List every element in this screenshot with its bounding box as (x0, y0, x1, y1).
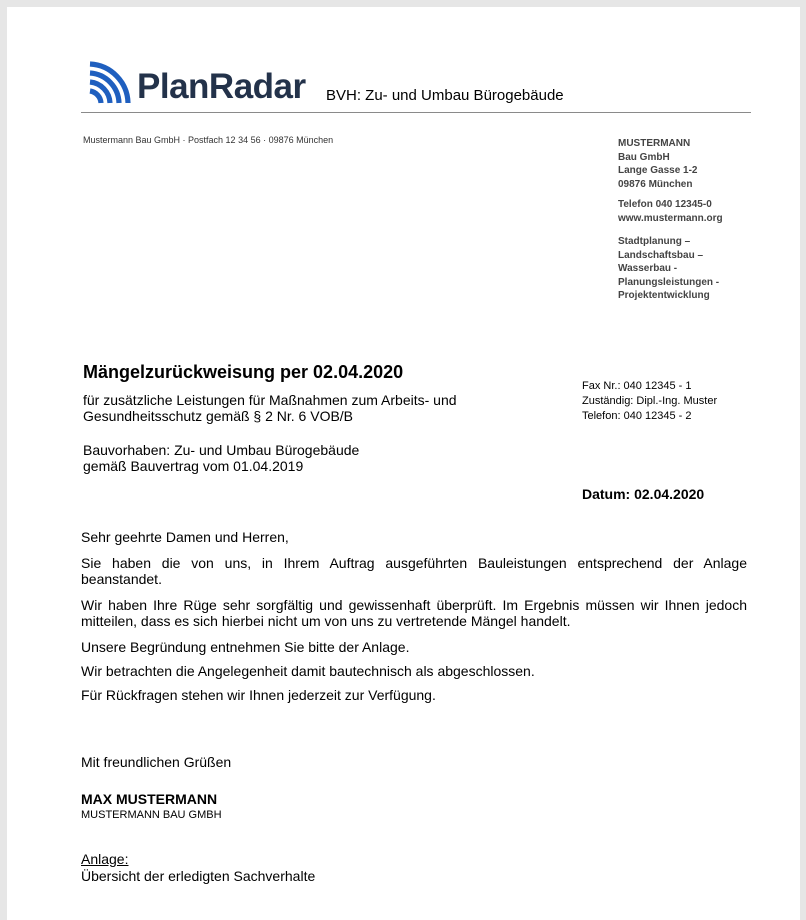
company-address: MUSTERMANN Bau GmbH Lange Gasse 1-2 09876 München (618, 138, 698, 190)
planradar-logo-icon (81, 60, 131, 112)
letter-page (7, 7, 800, 920)
paragraph-4: Wir betrachten die Angelegenheit damit bautechnisch als abgeschlossen. (81, 663, 535, 679)
paragraph-5: Für Rückfragen stehen wir Ihnen jederzeit zur Verfügung. (81, 687, 436, 703)
planradar-logo-text: PlanRadar (137, 67, 306, 106)
company-services: Stadtplanung – Landschaftsbau – Wasserbau - Planungsleistungen - Projektentwicklung (618, 236, 720, 301)
salutation: Sehr geehrte Damen und Herren, (81, 529, 289, 545)
signature-company: MUSTERMANN BAU GMBH (81, 809, 222, 821)
letter-date: Datum: 02.04.2020 (582, 486, 705, 502)
project-lines: Bauvorhaben: Zu- und Umbau Bürogebäude gemäß Bauvertrag vom 01.04.2019 (83, 442, 360, 474)
closing: Mit freundlichen Grüßen (81, 754, 232, 770)
attachment-label: Anlage: (81, 851, 129, 867)
header-divider (81, 112, 751, 113)
paragraph-3: Unsere Begründung entnehmen Sie bitte der Anlage. (81, 639, 410, 655)
fax-block: Fax Nr.: 040 12345 - 1 Zuständig: Dipl.-Ing. Muster Telefon: 040 12345 - 2 (582, 380, 718, 422)
signature-name: MAX MUSTERMANN (81, 791, 218, 807)
attachment-text: Übersicht der erledigten Sachverhalte (81, 868, 316, 884)
website-link[interactable]: www.mustermann.org (618, 212, 723, 224)
sender-line: Mustermann Bau GmbH · Postfach 12 34 56 · 09876 München (83, 135, 334, 145)
subject-lines: für zusätzliche Leistungen für Maßnahmen zum Arbeits- und Gesundheitsschutz gemäß § 2 Nr. 6 VOB/B (83, 392, 457, 424)
paragraph-1: Sie haben die von uns, in Ihrem Auftrag ausgeführten Bauleistungen entsprechend der Anlage beanstandet. (81, 555, 747, 587)
company-contact: Telefon 040 12345-0 www.mustermann.org (618, 199, 723, 224)
paragraph-2: Wir haben Ihre Rüge sehr sorgfältig und gewissenhaft überprüft. Im Ergebnis müssen wir Ihnen jedoch mitteilen, dass es sich hierbei nicht um von uns zu vertretende Mängel handelt. (81, 597, 747, 629)
letter-title: Mängelzurückweisung per 02.04.2020 (83, 362, 404, 382)
project-header: BVH: Zu- und Umbau Bürogebäude (326, 87, 564, 104)
